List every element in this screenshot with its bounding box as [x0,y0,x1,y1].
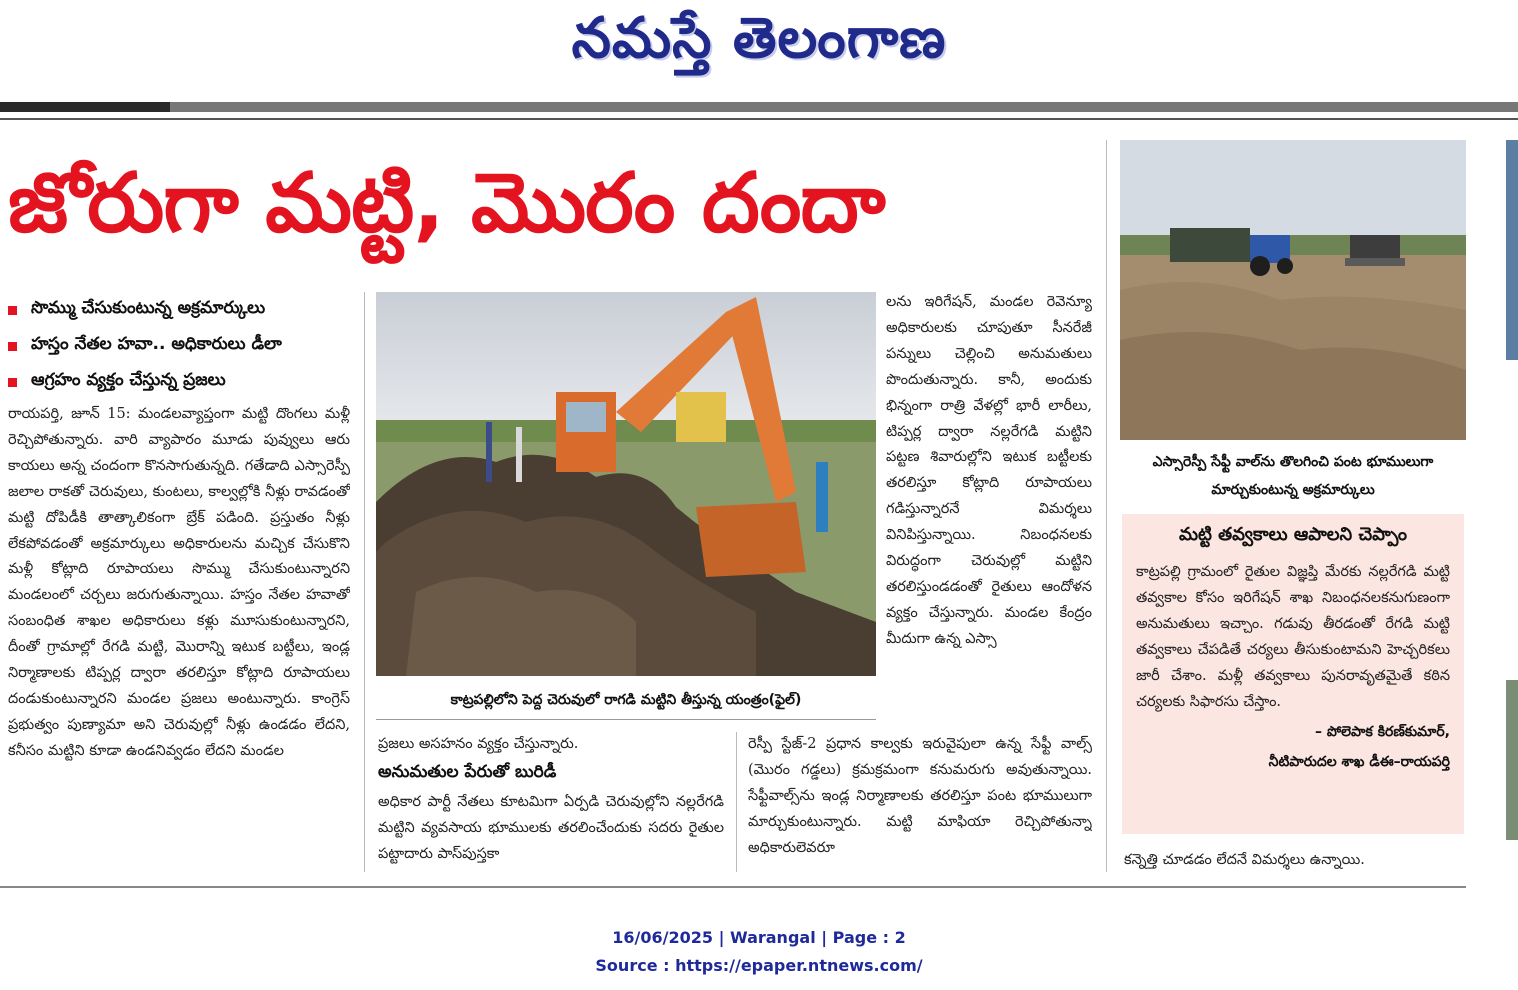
masthead-rule-accent [0,102,170,112]
article-tail: కన్నెత్తి చూడడం లేదనే విమర్శలు ఉన్నాయి. [1124,852,1365,868]
bullet-square-icon [8,342,17,351]
quote-designation: నీటిపారుదల శాఖ డీఈ–రాయపర్తి [1268,754,1450,770]
column-divider [1106,140,1107,872]
article-column-2 [378,732,724,872]
official-quote-box [1122,514,1464,834]
column-2-text: అధికార పార్టీ నేతలు కూటమిగా ఏర్పడి చెరువుల్లోని నల్లరేగడి మట్టిని వ్యవసాయ భూములకు తరలించేందుకు సదరు రైతుల పట్టాదారు పాస్‌పుస్తకా [378,793,724,862]
tractor-illustration [1120,140,1466,440]
adjacent-page-strip [1506,140,1518,840]
masthead-rule [0,102,1518,112]
bullet-square-icon [8,306,17,315]
masthead-thin-rule [0,118,1518,120]
page-footer [0,924,1518,980]
side-photo-caption: ఎస్సారెస్పీ సేఫ్టీ వాల్‌ను తొలగించి పంట భూములుగా మార్చుకుంటున్న అక్రమార్కులు [1152,454,1434,498]
source-link[interactable]: Source : https://epaper.ntnews.com/ [595,956,923,975]
bullet-item: ఆగ్రహం వ్యక్తం చేస్తున్న ప్రజలు [8,364,368,400]
tractor-photo [1120,140,1466,440]
main-photo-caption: కాట్రపల్లిలోని పెద్ద చెరువులో రాగడి మట్టిని తీస్తున్న యంత్రం(ఫైల్) [376,680,876,720]
bullet-list [8,292,368,400]
column-divider [736,732,737,872]
excavator-photo [376,292,876,676]
article-column-1: రాయపర్తి, జూన్ 15: మండలవ్యాప్తంగా మట్టి దొంగలు మళ్లీ రెచ్చిపోతున్నారు. వారి వ్యాపారం మూడు పువ్వులు ఆరు కాయలు అన్న చందంగా కొనసాగుతున్నది. గతేడాది ఎస్సారెస్పీ జలాల రాకతో చెరువులు, కుంటలు, కాల్వల్లోకి నీళ్లు రావడంతో మట్టి దోపిడీకి తాత్కాలికంగా బ్రేక్ పడింది. ప్రస్తుతం నీళ్లు లేకపోవడంతో అక్రమార్కులు అధికారులను మచ్చిక చేసుకొని మళ్లీ కోట్లాది రూపాయలు సొమ్ము చేసుకుంటున్నారని మండలంలో చర్చలు జరుగుతున్నాయి. హస్తం నేతల హవాతో సంబంధిత శాఖల అధికారులు కళ్లు మూసుకుంటున్నారని, దీంతో గ్రామాల్లో రేగడి మట్టి, మొరాన్ని ఇటుక బట్టీలు, ఇండ్ల నిర్మాణాలకు టిప్పర్ల ద్వారా తరలిస్తూ కోట్లాది రూపాయలు దండుకుంటున్నారని మండల ప్రజలు అంటున్నారు. కాంగ్రెస్ ప్రభుత్వం పుణ్యామా అని చెరువుల్లో నీళ్లు ఉండడం లేదని, కనీసం మట్టిని కూడా ఉండనివ్వడం లేదని మండల [8,406,350,759]
bullet-item: సొమ్ము చేసుకుంటున్న అక్రమార్కులు [8,292,368,328]
subheading: అనుమతుల పేరుతో బురిడీ [378,761,557,782]
quote-title: మట్టి తవ్వకాలు ఆపాలని చెప్పాం [1178,524,1408,545]
masthead [0,0,1518,100]
newspaper-logo: నమస్తే తెలంగాణ [571,6,947,71]
article-column-3-continued: రెస్పీ స్టేజ్-2 ప్రధాన కాల్వకు ఇరువైపులా ఉన్న సేఫ్టీ వాల్స్ (మొరం గడ్డలు) క్రమక్రమంగా కనుమరుగు అవుతున్నాయి. సేఫ్టీవాల్స్‌ను ఇండ్ల నిర్మాణాలకు తరలిస్తూ పంట భూములుగా మార్చుకుంటున్నారు. మట్టి మాఫియా రెచ్చిపోతున్నా అధికారులెవరూ [748,736,1092,856]
column-divider [364,292,365,872]
adjacent-photo-fragment [1506,140,1518,360]
article-column-3: లను ఇరిగేషన్, మండల రెవెన్యూ అధికారులకు చూపుతూ సీనరేజీ పన్నులు చెల్లించి అనుమతులు పొందుతున్నారు. కానీ, అందుకు భిన్నంగా రాత్రి వేళల్లో భారీ లారీలు, టిప్పర్ల ద్వారా నల్లరేగడి మట్టిని పట్టణ శివారుల్లోని ఇటుక బట్టీలకు తరలిస్తూ కోట్లాది రూపాయలు గడిస్తున్నారనే విమర్శలు వినిపిస్తున్నాయి. నిబంధనలకు విరుద్ధంగా చెరువుల్లో మట్టిని తరలిస్తుండడంతో రైతులు ఆందోళన వ్యక్తం చేస్తున్నారు. మండల కేంద్రం మీదుగా ఉన్న ఎస్సా [886,294,1092,647]
adjacent-photo-fragment [1506,680,1518,840]
quote-body: కాట్రపల్లి గ్రామంలో రైతుల విజ్ఞప్తి మేరకు నల్లరేగడి మట్టి తవ్వకాల కోసం ఇరిగేషన్ శాఖ నిబంధనలకనుగుణంగా అనుమతులు ఇచ్చాం. గడువు తీరడంతో రేగడి మట్టి తవ్వకాలు చేపడితే చర్యలు తీసుకుంటామని హెచ్చరికలు జారీ చేశాం. మళ్లీ తవ్వకాలు పునరావృతమైతే కఠిన చర్యలకు సిఫారసు చేస్తాం. [1136,564,1450,710]
page-bottom-rule [0,886,1466,888]
headline: జోరుగా మట్టి, మొరం దందా [8,156,885,251]
column-2-lead: ప్రజలు అసహనం వ్యక్తం చేస్తున్నారు. [378,736,579,752]
edition-info: 16/06/2025 | Warangal | Page : 2 [612,928,906,947]
bullet-square-icon [8,378,17,387]
bullet-item: హస్తం నేతల హవా.. అధికారులు డీలా [8,328,368,364]
quote-author: – పోలెపాక కిరణ్‌కుమార్, [1314,724,1450,740]
excavator-illustration [376,292,876,676]
